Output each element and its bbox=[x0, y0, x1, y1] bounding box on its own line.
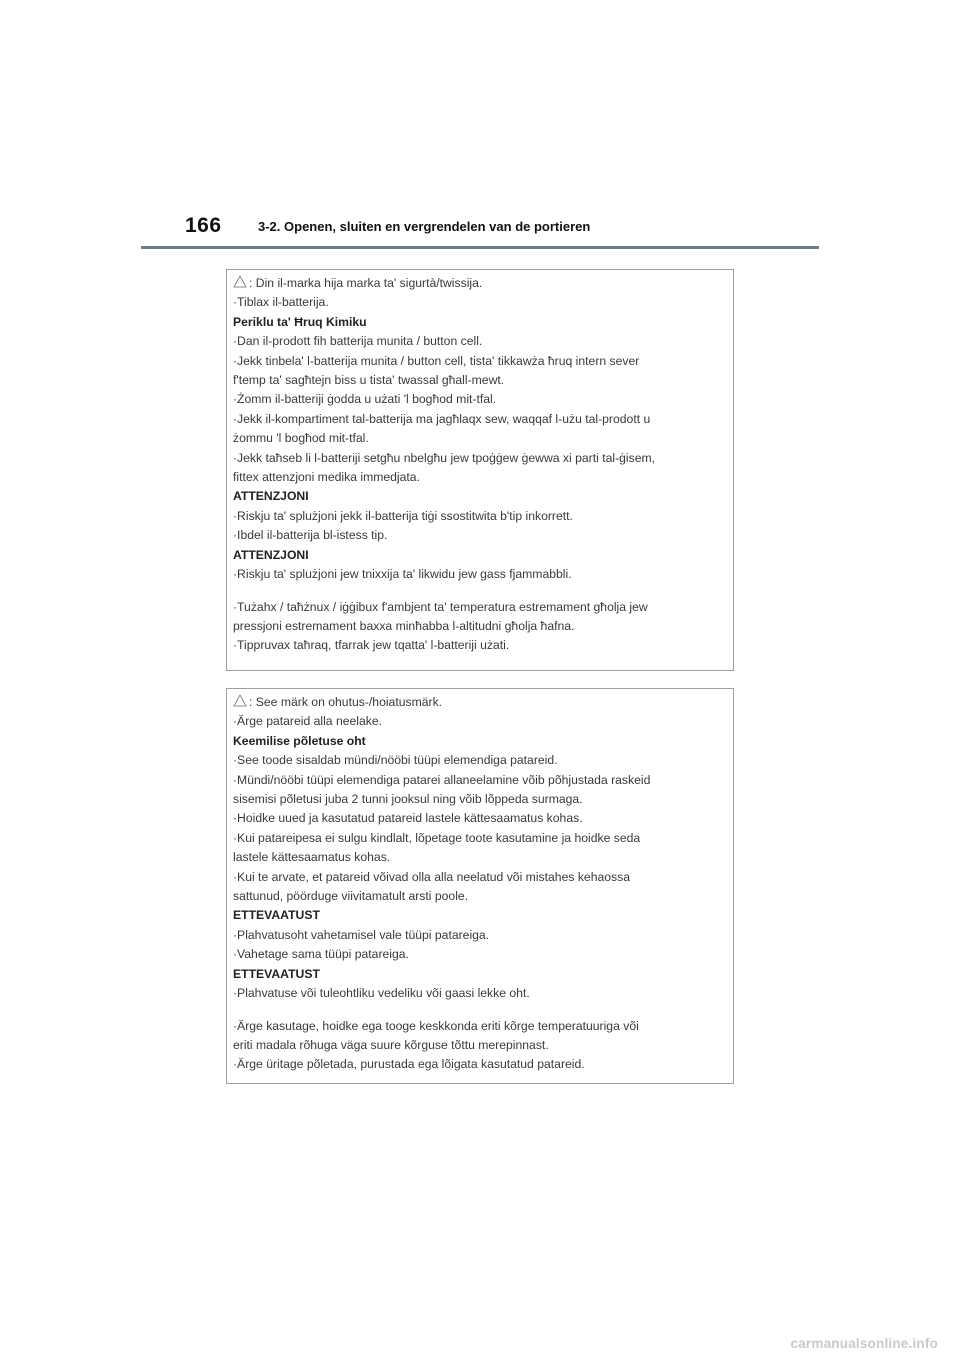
page-number: 166 bbox=[185, 214, 222, 237]
maltese-warning-box bbox=[226, 269, 734, 671]
estonian-warning-box bbox=[226, 688, 734, 1084]
warning-line: ·Plahvatuse või tuleohtliku vedeliku või gaasi lekke oht. bbox=[233, 986, 530, 1001]
warning-line: ·Tiblax il-batterija. bbox=[233, 295, 329, 310]
watermark: carmanualsonline.info bbox=[790, 1336, 938, 1351]
warning-line: ·Vahetage sama tüüpi patareiga. bbox=[233, 947, 409, 962]
icon-caption: : Din il-marka hija marka ta' sigurtà/twissija. bbox=[249, 276, 483, 290]
warning-line: ·Tużahx / taħżnux / iġġibux f'ambjent ta' temperatura estremament għolja jew bbox=[233, 599, 648, 614]
section-heading: ATTENZJONI bbox=[233, 547, 309, 562]
spacer bbox=[233, 1004, 727, 1017]
warning-line bbox=[233, 693, 727, 712]
icon-caption: : See märk on ohutus-/hoiatusmärk. bbox=[249, 695, 443, 709]
warning-line: żommu 'l bogħod mit-tfal. bbox=[233, 431, 369, 446]
warning-line: ·Ibdel il-batterija bl-istess tip. bbox=[233, 528, 388, 543]
warning-line: ·Riskju ta' splużjoni jekk il-batterija tiġi ssostitwita b'tip inkorrett. bbox=[233, 508, 573, 523]
warning-line: ·Plahvatusoht vahetamisel vale tüüpi patareiga. bbox=[233, 927, 490, 942]
warning-triangle-icon bbox=[233, 694, 247, 707]
section-heading: ETTEVAATUST bbox=[233, 966, 320, 981]
warning-line: ·Ärge üritage põletada, purustada ega lõigata kasutatud patareid. bbox=[233, 1057, 585, 1072]
warning-line: ·Tippruvax taħraq, tfarrak jew tqatta' l-batteriji użati. bbox=[233, 638, 510, 653]
warning-triangle-icon bbox=[233, 275, 247, 288]
warning-line: ·Kui patareipesa ei sulgu kindlalt, lõpetage toote kasutamine ja hoidke seda bbox=[233, 830, 641, 845]
warning-line: ·See toode sisaldab mündi/nööbi tüüpi elemendiga patareid. bbox=[233, 753, 558, 768]
warning-line: pressjoni estremament baxxa minħabba l-altitudni għolja ħafna. bbox=[233, 618, 575, 633]
section-heading: ATTENZJONI bbox=[233, 489, 309, 504]
warning-line: ·Hoidke uued ja kasutatud patareid lastele kättesaamatus kohas. bbox=[233, 811, 583, 826]
spacer bbox=[233, 585, 727, 598]
warning-line: ·Kui te arvate, et patareid võivad olla alla neelatud või mistahes kehaossa bbox=[233, 869, 631, 884]
page-header bbox=[141, 210, 819, 249]
warning-line: eriti madala rõhuga väga suure kõrguse tõttu merepinnast. bbox=[233, 1037, 549, 1052]
warning-line: fittex attenzjoni medika immedjata. bbox=[233, 470, 420, 485]
warning-line: sattunud, pöörduge viivitamatult arsti poole. bbox=[233, 889, 469, 904]
section-heading: Periklu ta' Ħruq Kimiku bbox=[233, 314, 367, 329]
warning-line: ·Ärge patareid alla neelake. bbox=[233, 714, 383, 729]
warning-line: ·Mündi/nööbi tüüpi elemendiga patarei allaneelamine võib põhjustada raskeid bbox=[233, 772, 651, 787]
warning-line bbox=[233, 274, 727, 293]
section-heading: Keemilise põletuse oht bbox=[233, 733, 366, 748]
warning-line: ·Riskju ta' splużjoni jew tnixxija ta' likwidu jew gass fjammabbli. bbox=[233, 567, 572, 582]
warning-line: ·Ärge kasutage, hoidke ega tooge keskkonda eriti kõrge temperatuuriga või bbox=[233, 1018, 639, 1033]
warning-line: f'temp ta' sagħtejn biss u tista' twassal għall-mewt. bbox=[233, 373, 505, 388]
section-title: 3-2. Openen, sluiten en vergrendelen van de portieren bbox=[258, 219, 591, 234]
warning-line: ·Żomm il-batteriji ġodda u użati 'l bogħod mit-tfal. bbox=[233, 392, 497, 407]
warning-line: ·Jekk taħseb li l-batteriji setgħu nbelgħu jew tpoġġew ġewwa xi parti tal-ġisem, bbox=[233, 450, 656, 465]
warning-line: ·Jekk il-kompartiment tal-batterija ma jagħlaqx sew, waqqaf l-użu tal-prodott u bbox=[233, 411, 651, 426]
section-heading: ETTEVAATUST bbox=[233, 908, 320, 923]
warning-line: ·Dan il-prodott fih batterija munita / button cell. bbox=[233, 334, 483, 349]
warning-line: sisemisi põletusi juba 2 tunni jooksul ning võib lõppeda surmaga. bbox=[233, 792, 583, 807]
warning-line: ·Jekk tinbela' l-batterija munita / button cell, tista' tikkawża ħruq intern sever bbox=[233, 353, 640, 368]
warning-line: lastele kättesaamatus kohas. bbox=[233, 850, 391, 865]
